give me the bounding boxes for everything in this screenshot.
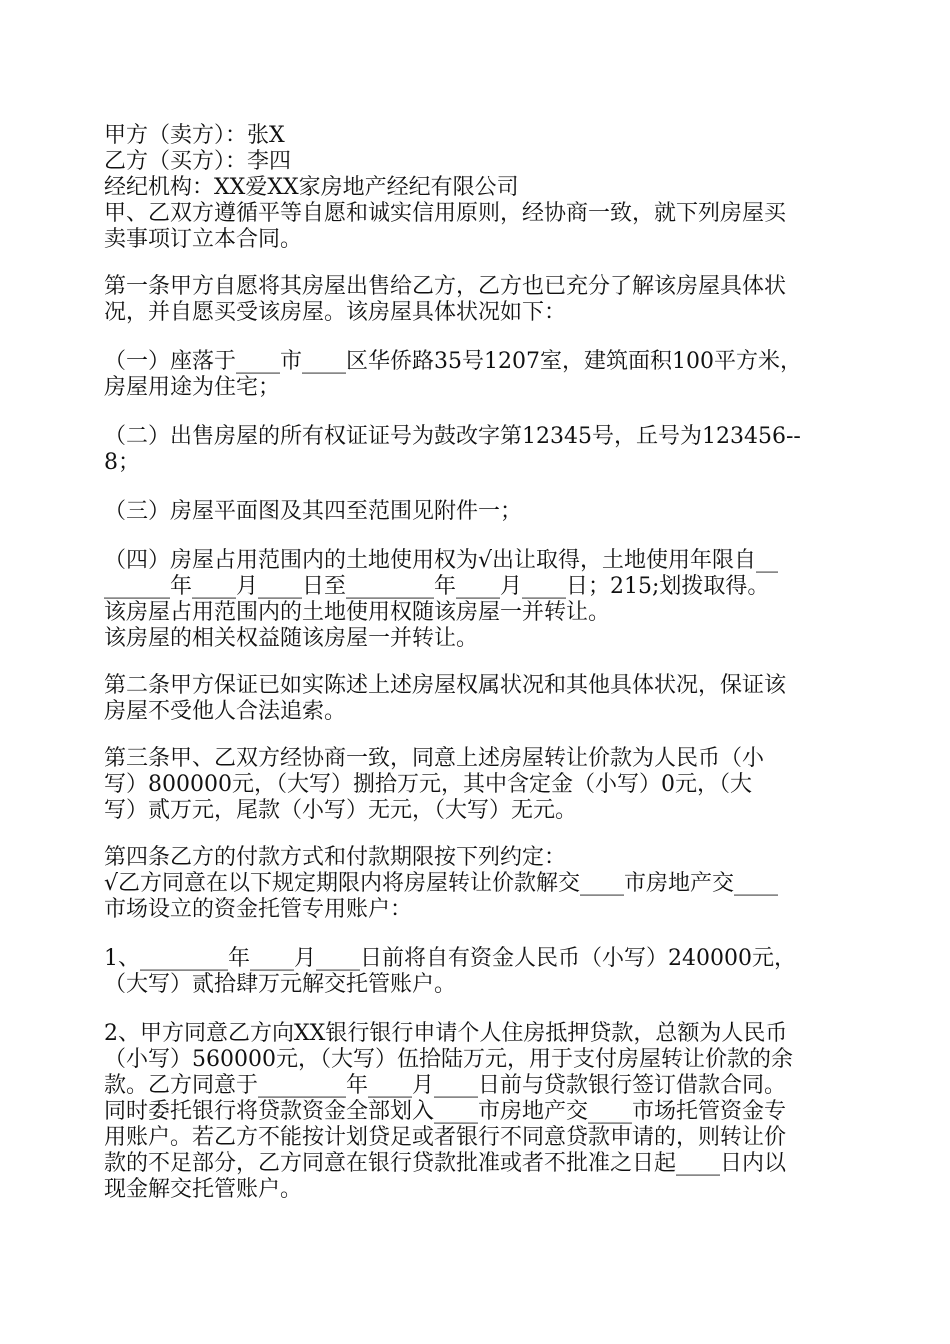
article-3-line-3: 写）贰万元，尾款（小写）无元，（大写）无元。: [104, 798, 578, 823]
payment-2-line-2: （小写）560000元，（大写）伍拾陆万元，用于支付房屋转让价款的余: [104, 1047, 793, 1072]
article-4-line-1: 第四条乙方的付款方式和付款期限按下列约定：: [104, 845, 567, 870]
article-4-line-3: 市场设立的资金托管专用账户：: [104, 897, 413, 922]
payment-2-line-4: 同时委托银行将贷款资金全部划入____市房地产交____市场托管资金专: [104, 1099, 787, 1124]
article-3-line-2: 写）800000元，（大写）捌拾万元，其中含定金（小写）0元，（大: [104, 772, 752, 797]
preamble-line-2: 卖事项订立本合同。: [104, 227, 303, 252]
article-2-line-2: 房屋不受他人合法追索。: [104, 699, 347, 724]
seller-line: 甲方（卖方）：张X: [104, 123, 285, 148]
item-2-line-2: 8；: [104, 450, 140, 475]
article-1-line-1: 第一条甲方自愿将其房屋出售给乙方，乙方也已充分了解该房屋具体状: [104, 274, 787, 299]
payment-2-line-1: 2、甲方同意乙方向XX银行银行申请个人住房抵押贷款，总额为人民币: [104, 1021, 788, 1046]
item-2-line-1: （二）出售房屋的所有权证证号为鼓改字第12345号，丘号为123456--: [104, 424, 801, 449]
payment-1-line-2: （大写）贰拾肆万元解交托管账户。: [104, 972, 457, 997]
land-right-line: 该房屋占用范围内的土地使用权随该房屋一并转让。: [104, 600, 611, 625]
item-4-line-1: （四）房屋占用范围内的土地使用权为√出让取得，土地使用年限自__: [104, 548, 779, 573]
payment-2-line-6: 款的不足部分，乙方同意在银行贷款批准或者不批准之日起____日内以: [104, 1151, 787, 1176]
payment-2-line-7: 现金解交托管账户。: [104, 1177, 303, 1202]
preamble-line-1: 甲、乙双方遵循平等自愿和诚实信用原则，经协商一致，就下列房屋买: [104, 201, 787, 226]
article-1-line-2: 况，并自愿买受该房屋。该房屋具体状况如下：: [104, 300, 567, 325]
agency-line: 经纪机构：XX爱XX家房地产经纪有限公司: [104, 175, 519, 200]
item-1-line-2: 房屋用途为住宅；: [104, 375, 281, 400]
article-4-line-2: √乙方同意在以下规定期限内将房屋转让价款解交____市房地产交____: [104, 871, 779, 896]
payment-2-line-5: 用账户。若乙方不能按计划贷足或者银行不同意贷款申请的，则转让价: [104, 1125, 787, 1150]
item-4-line-2: ______年____月____日至________年____月____日；215;划拨取得。: [104, 574, 770, 599]
related-rights-line: 该房屋的相关权益随该房屋一并转让。: [104, 626, 479, 651]
article-2-line-1: 第二条甲方保证已如实陈述上述房屋权属状况和其他具体状况，保证该: [104, 673, 787, 698]
payment-1-line-1: 1、________年____月____日前将自有资金人民币（小写）240000元，: [104, 946, 796, 971]
item-1-line-1: （一）座落于____市____区华侨路35号1207室，建筑面积100平方米，: [104, 349, 802, 374]
article-3-line-1: 第三条甲、乙双方经协商一致，同意上述房屋转让价款为人民币（小: [104, 746, 765, 771]
payment-2-line-3: 款。乙方同意于________年____月____日前与贷款银行签订借款合同。: [104, 1073, 787, 1098]
buyer-line: 乙方（买方）：李四: [104, 149, 292, 174]
item-3-line: （三）房屋平面图及其四至范围见附件一；: [104, 499, 523, 524]
